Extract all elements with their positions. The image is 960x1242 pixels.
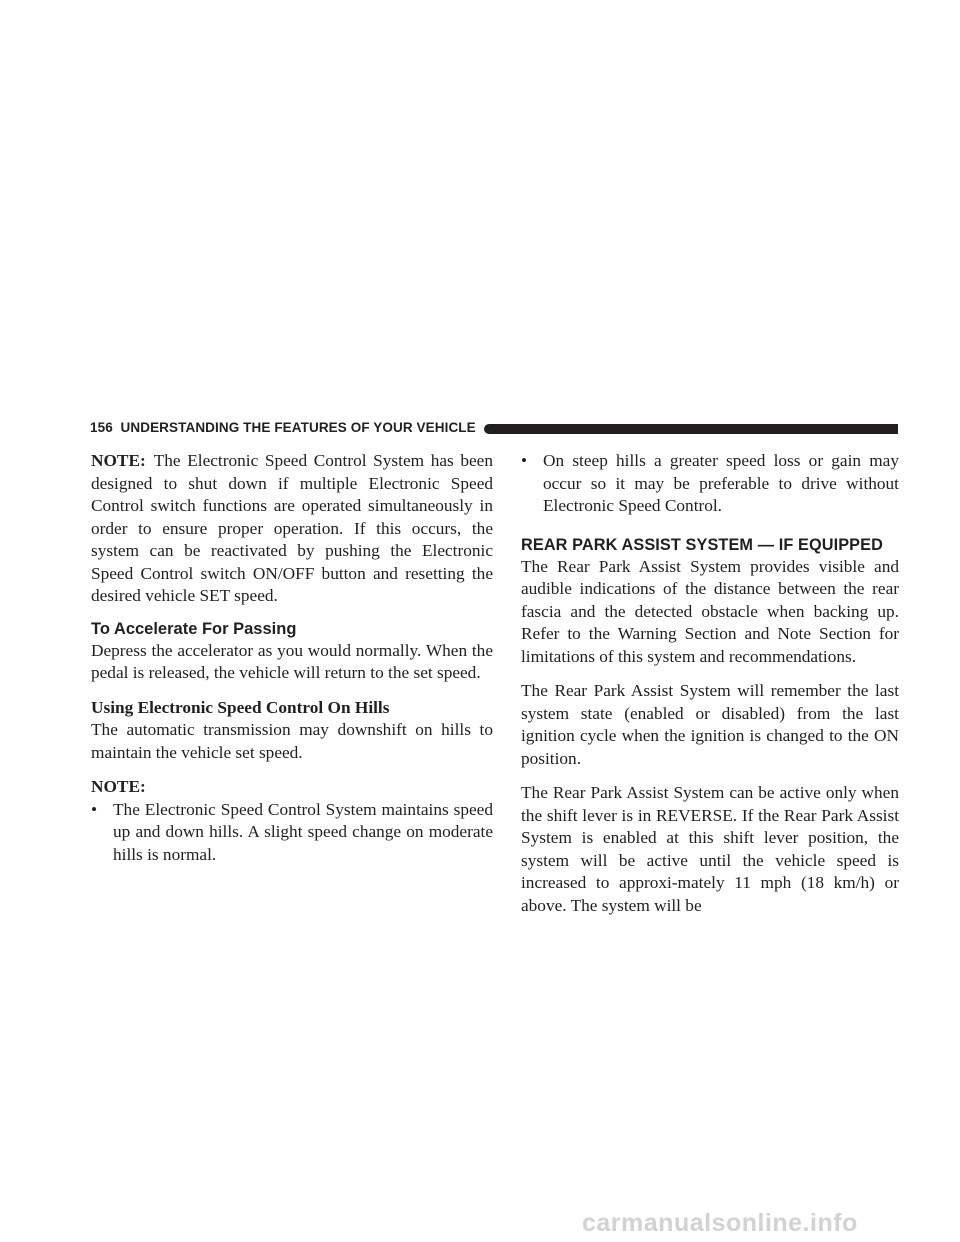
bullet-icon: • (521, 451, 528, 470)
bullet-text: On steep hills a greater speed loss or gain may occur so it may be preferable to drive without Electronic Speed Control. (543, 451, 899, 515)
accelerate-paragraph: Depress the accelerator as you would normally. When the pedal is released, the vehicle will return to the set speed. (91, 640, 493, 682)
park-assist-paragraph-3: The Rear Park Assist System can be active only when the shift lever is in REVERSE. If the Rear Park Assist System is enabled at this shift lever position, the system will be active until the vehicle speed is increased to approxi-mately 11 mph (18 km/h) or above. The system will be (521, 783, 899, 915)
page-number: 156 (90, 420, 113, 435)
list-item (91, 799, 493, 867)
note-label: NOTE: (91, 451, 146, 470)
header-text (90, 420, 476, 435)
header-rule (484, 424, 898, 434)
park-assist-heading: REAR PARK ASSIST SYSTEM — IF EQUIPPED (521, 535, 883, 554)
right-column (521, 450, 899, 917)
chapter-title: UNDERSTANDING THE FEATURES OF YOUR VEHICLE (120, 420, 476, 435)
bullet-text: The Electronic Speed Control System maintains speed up and down hills. A slight speed change on moderate hills is normal. (113, 799, 493, 864)
accelerate-heading: To Accelerate For Passing (91, 619, 297, 638)
watermark-logo (582, 1204, 912, 1240)
park-assist-paragraph-1: The Rear Park Assist System provides visible and audible indications of the distance between the rear fascia and the detected obstacle when backing up. Refer to the Warning Section and Note Section for limitations of this system and recommendations. (521, 556, 899, 666)
park-assist-paragraph-2: The Rear Park Assist System will remember the last system state (enabled or disabled) from the last ignition cycle when the ignition is changed to the ON position. (521, 681, 899, 768)
hills-paragraph: The automatic transmission may downshift on hills to maintain the vehicle set speed. (91, 720, 493, 762)
note-heading: NOTE: (91, 777, 146, 796)
bullet-icon: • (91, 799, 98, 819)
hills-heading: Using Electronic Speed Control On Hills (91, 697, 390, 717)
note-paragraph (91, 450, 493, 608)
watermark-text: carmanualsonline.info (582, 1209, 858, 1237)
note-bullet-list (91, 799, 493, 867)
note-text: The Electronic Speed Control System has been designed to shut down if multiple Electronic Speed Control switch functions are operated simultaneously in order to ensure proper operation. If this occurs, the system can be reactivated by pushing the Electronic Speed Control switch ON/OFF button and resetting the desired vehicle SET speed. (91, 451, 493, 605)
left-column (91, 450, 493, 866)
continued-bullet-list (521, 450, 899, 518)
page-header (90, 419, 898, 439)
list-item (521, 450, 899, 518)
